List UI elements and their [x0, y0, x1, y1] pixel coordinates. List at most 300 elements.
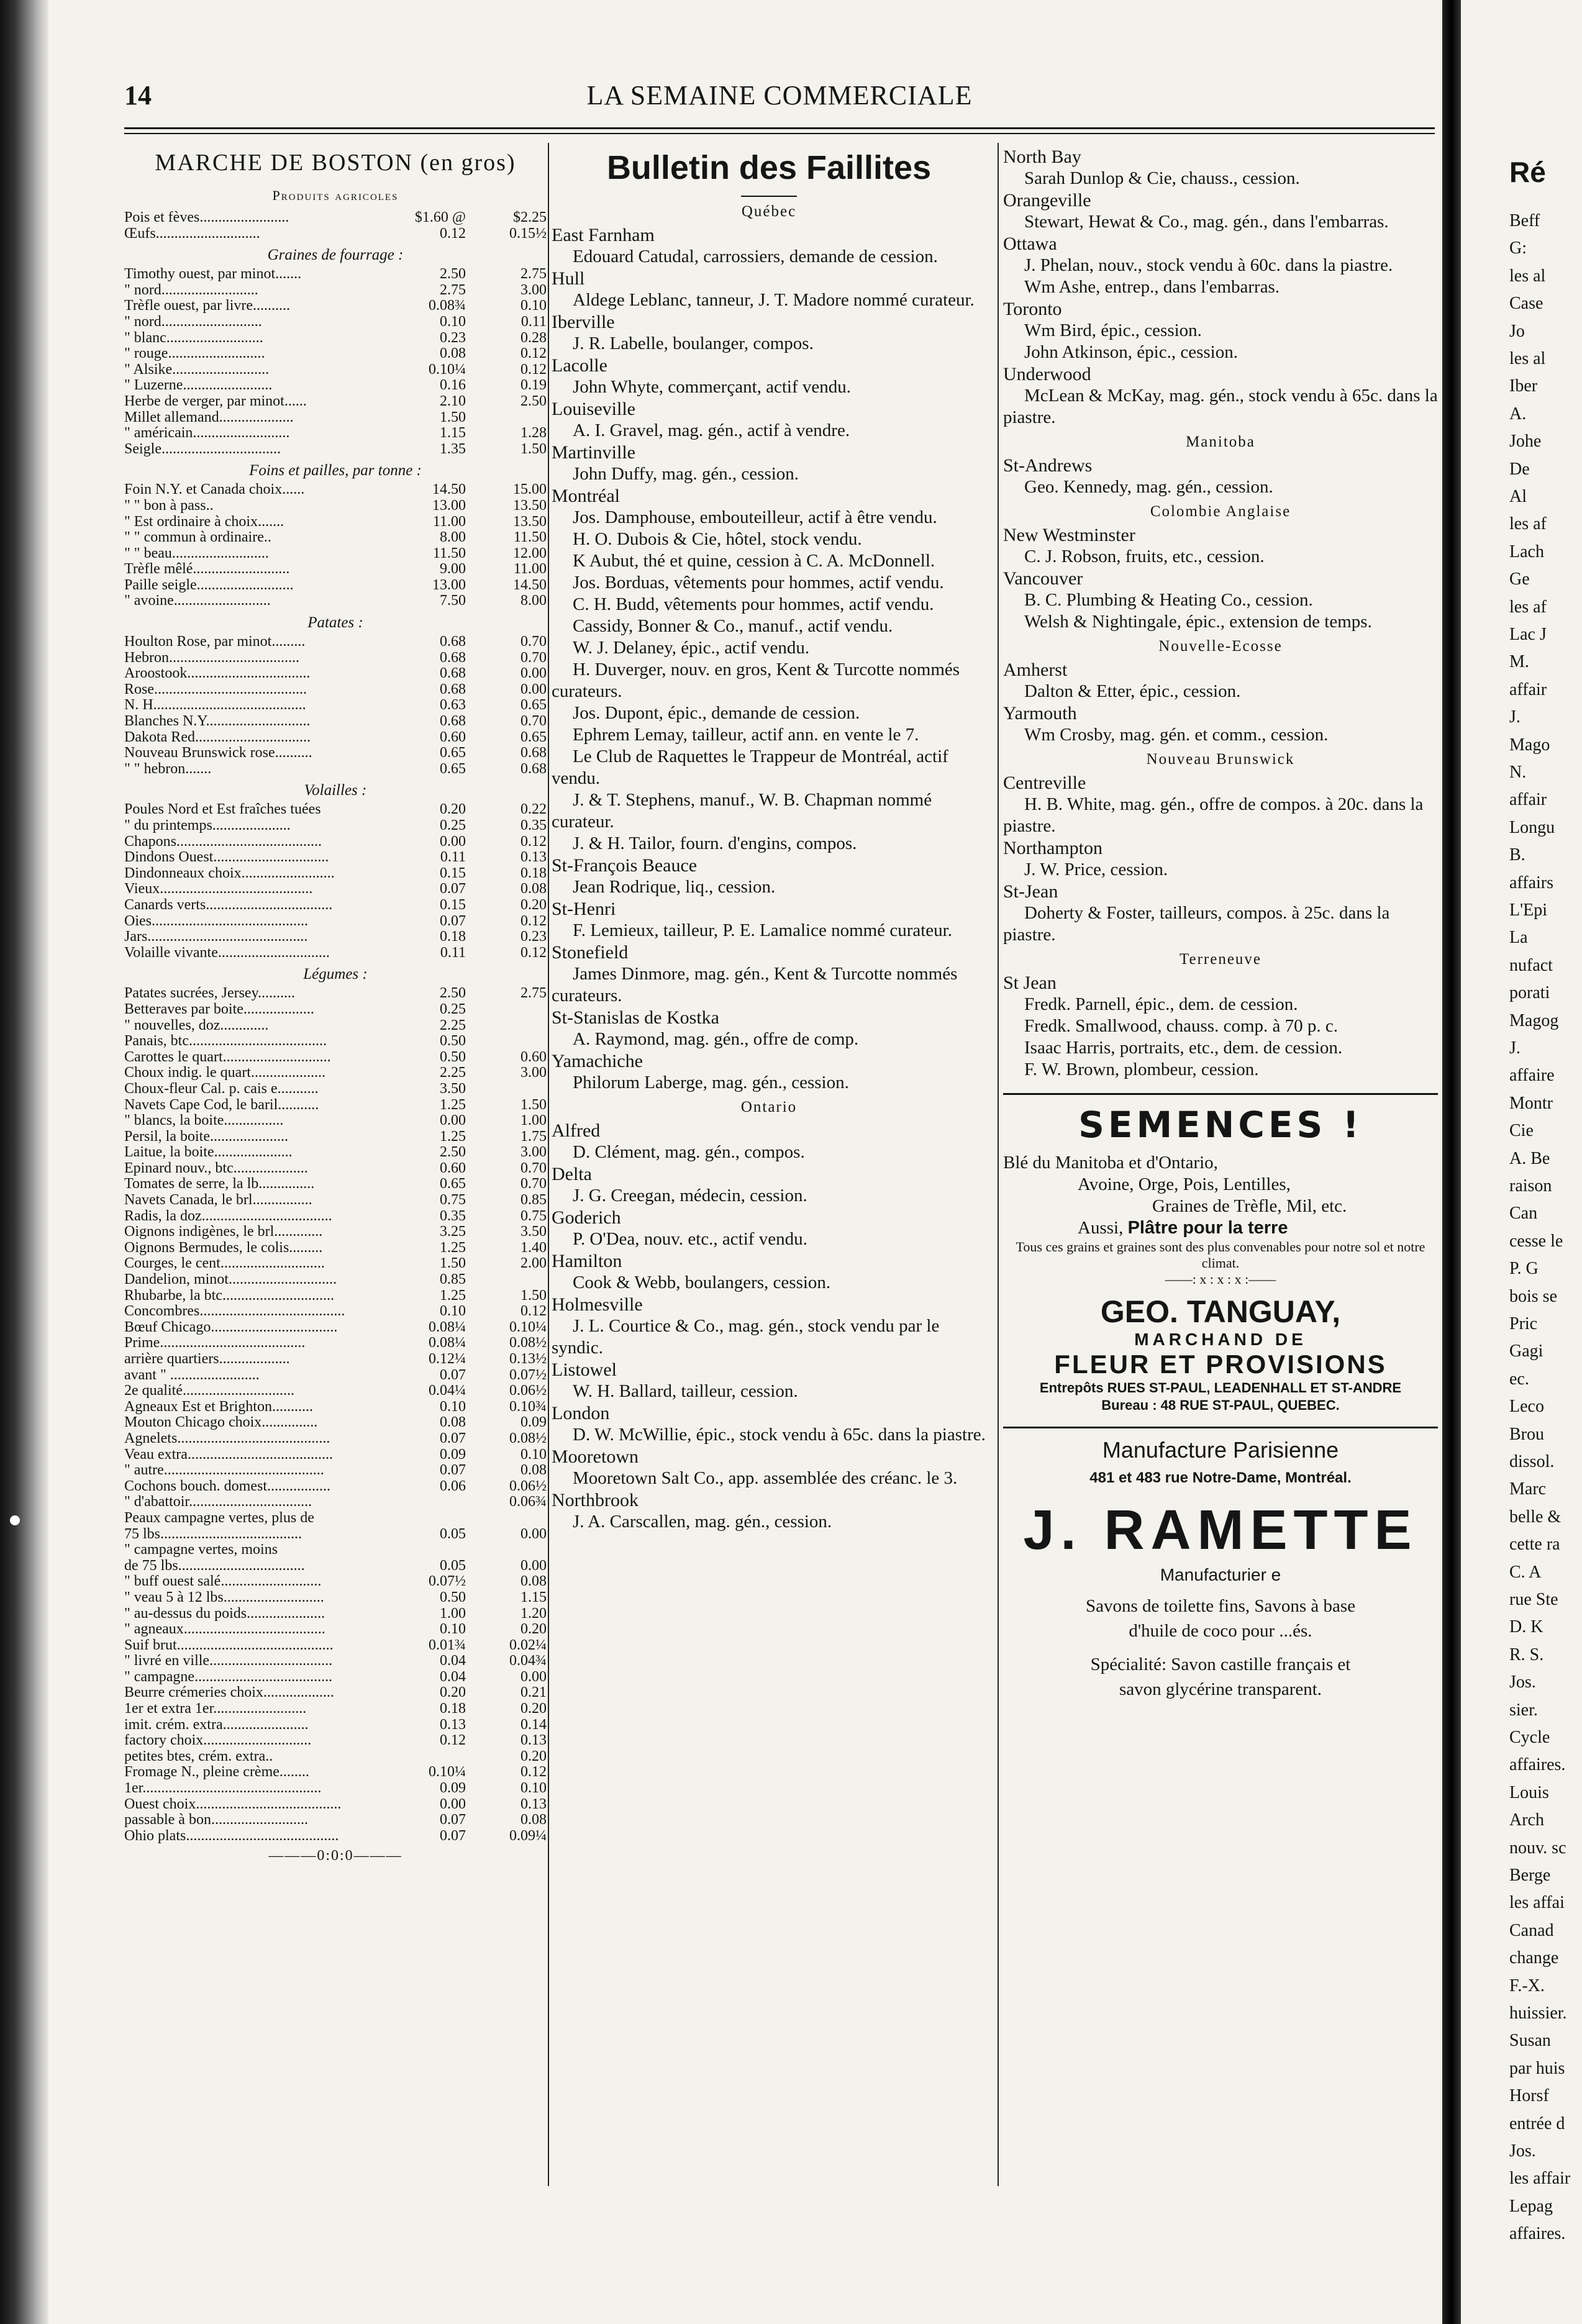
next-page-fragment: Beff — [1509, 211, 1540, 230]
low-price: 0.10 — [440, 1398, 466, 1415]
market-price-row — [124, 266, 547, 283]
market-section-heading: Volailles : — [304, 782, 367, 799]
low-price: 0.08¼ — [429, 1335, 466, 1351]
high-price — [466, 1272, 547, 1288]
market-price-row — [124, 1781, 547, 1797]
high-price: 0.08 — [521, 1573, 547, 1590]
failure-entry: F. W. Brown, plombeur, cession. — [1024, 1060, 1259, 1079]
low-price: 0.68 — [440, 665, 466, 682]
item-label: " buff ouest salé........................... — [124, 1574, 322, 1590]
market-price-row — [124, 1288, 547, 1304]
semences-advertisement — [1003, 1104, 1438, 1414]
failure-town: Louiseville — [552, 399, 635, 419]
low-price: 0.68 — [440, 633, 466, 650]
ad-ramette-line: d'huile de coco pour ...és. — [1129, 1621, 1312, 1641]
ad-aussi-bold: Plâtre pour la terre — [1127, 1218, 1288, 1238]
market-price-row — [124, 1272, 547, 1288]
high-price: $2.25 — [513, 209, 547, 225]
high-price: 8.00 — [521, 592, 547, 609]
next-page-fragment: huissier. — [1509, 2004, 1567, 2023]
market-price-row — [124, 1304, 547, 1320]
market-price-row — [124, 530, 547, 546]
market-price-row — [124, 1002, 547, 1018]
high-price: 12.00 — [513, 545, 547, 561]
item-label: Paille seigle.......................... — [124, 577, 294, 593]
ad-ramette-title: Manufacture Parisienne — [1102, 1437, 1339, 1463]
high-price: 0.09¼ — [509, 1827, 547, 1844]
low-price: 13.00 — [432, 576, 466, 593]
high-price: 0.00 — [521, 1557, 547, 1574]
item-label: " campagne vertes, moins — [124, 1542, 278, 1558]
ad-ramette-line: Spécialité: Savon castille français et — [1090, 1654, 1351, 1674]
bulletin-body-part1 — [552, 203, 986, 1533]
high-price — [466, 1081, 547, 1097]
failure-entry: J. W. Price, cession. — [1024, 860, 1168, 879]
item-label: Seigle................................ — [124, 441, 281, 457]
item-label: Choux-fleur Cal. p. cais e........... — [124, 1081, 319, 1097]
high-price: 0.00 — [521, 1525, 547, 1542]
failure-entry: Cook & Webb, boulangers, cession. — [573, 1273, 831, 1292]
province-heading: Nouveau Brunswick — [1146, 751, 1295, 768]
market-price-row — [124, 1812, 547, 1828]
high-price — [466, 1542, 547, 1558]
item-label: " campagne..................................... — [124, 1669, 333, 1685]
next-page-fragment: entrée d — [1509, 2113, 1565, 2133]
province-heading: Manitoba — [1186, 433, 1255, 450]
low-price: 0.01¾ — [429, 1636, 466, 1653]
failure-entry: Geo. Kennedy, mag. gén., cession. — [1024, 477, 1273, 497]
item-label: petites btes, crém. extra.. — [124, 1748, 273, 1764]
item-label: Cochons bouch. domest................. — [124, 1478, 330, 1494]
failure-entry: H. Duverger, nouv. en gros, Kent & Turcotte nommés curateurs. — [552, 660, 960, 701]
low-price: 0.85 — [440, 1271, 466, 1288]
failure-entry: Stewart, Hewat & Co., mag. gén., dans l'embarras. — [1024, 212, 1389, 232]
failure-entry: J. & H. Tailor, fourn. d'engins, compos. — [573, 833, 857, 853]
item-label: Tomates de serre, la lb............... — [124, 1176, 315, 1192]
high-price: 0.02¼ — [509, 1636, 547, 1653]
low-price: 0.08 — [440, 1414, 466, 1431]
high-price: 13.50 — [513, 513, 547, 530]
next-page-fragment: Mago — [1509, 735, 1550, 755]
failure-entry: Ephrem Lemay, tailleur, actif ann. en vente le 7. — [573, 725, 919, 745]
column-divider — [998, 143, 999, 2186]
item-label: Beurre crémeries choix................... — [124, 1685, 334, 1701]
item-label: Rose......................................... — [124, 681, 307, 697]
failure-entry: H. O. Dubois & Cie, hôtel, stock vendu. — [573, 529, 862, 549]
item-label: Jars........................................... — [124, 929, 308, 945]
failure-town: Toronto — [1003, 299, 1062, 319]
high-price: 3.00 — [521, 1144, 547, 1161]
next-page-fragment: affair — [1509, 790, 1547, 810]
market-price-row — [124, 1669, 547, 1686]
item-label: Panais, btc..................................... — [124, 1033, 327, 1050]
market-price-row — [124, 881, 547, 897]
item-label: " autre........................................... — [124, 1463, 324, 1479]
next-page-fragment: Marc — [1509, 1479, 1547, 1499]
province-heading: Terreneuve — [1179, 951, 1262, 968]
high-price: 1.50 — [521, 440, 547, 457]
item-label: Betteraves par boite................... — [124, 1001, 314, 1017]
next-page-fragment: Lepag — [1509, 2196, 1553, 2216]
item-label: Nouveau Brunswick rose.......... — [124, 745, 312, 761]
failure-town: East Farnham — [552, 225, 655, 245]
low-price: 0.25 — [440, 1001, 466, 1017]
next-page-fragment: A. — [1509, 404, 1527, 424]
failure-entry: Welsh & Nightingale, épic., extension de temps. — [1024, 612, 1372, 632]
high-price: 0.13½ — [509, 1351, 547, 1367]
next-page-fragment: bois se — [1509, 1286, 1557, 1306]
low-price: 0.00 — [440, 833, 466, 850]
failure-town: Holmesville — [552, 1294, 643, 1315]
page-header — [124, 75, 1435, 118]
market-price-row — [124, 578, 547, 594]
high-price: 0.10¼ — [509, 1319, 547, 1335]
failure-town: Northbrook — [552, 1490, 639, 1510]
next-page-fragment: Ge — [1509, 570, 1530, 589]
next-page-fragment: Johe — [1509, 432, 1542, 452]
market-price-row — [124, 866, 547, 882]
low-price: 0.50 — [440, 1033, 466, 1050]
item-label: Hebron................................... — [124, 650, 299, 666]
next-page-fragment: Magog — [1509, 1010, 1559, 1030]
item-label: Agneaux Est et Brighton........... — [124, 1399, 313, 1415]
item-label: Navets Cape Cod, le baril........... — [124, 1097, 319, 1113]
next-page-fragment: les al — [1509, 349, 1546, 368]
market-price-row — [124, 1527, 547, 1543]
item-label: Oignons Bermudes, le colis......... — [124, 1240, 323, 1256]
high-price: 0.08 — [521, 1812, 547, 1828]
high-price: 0.04¾ — [509, 1653, 547, 1669]
low-price: 0.07 — [440, 1827, 466, 1844]
item-label: " Alsike.......................... — [124, 361, 270, 378]
failure-entry: Fredk. Smallwood, chauss. comp. à 70 p. c. — [1024, 1016, 1339, 1036]
next-page-fragment: sier. — [1509, 1700, 1538, 1720]
low-price: 0.07 — [440, 912, 466, 929]
item-label: Volaille vivante.............................. — [124, 945, 330, 961]
failure-town: Martinville — [552, 442, 635, 463]
item-label: " du printemps..................... — [124, 818, 291, 833]
high-price: 0.12 — [521, 361, 547, 378]
high-price: 0.00 — [521, 681, 547, 697]
high-price: 11.50 — [513, 529, 547, 546]
next-page-fragment: affaires. — [1509, 2224, 1566, 2244]
item-label: Prime....................................... — [124, 1335, 306, 1351]
low-price: 0.12 — [440, 225, 466, 242]
page-gutter-shadow — [1442, 0, 1461, 2324]
item-label: Epinard nouv., btc.................... — [124, 1160, 308, 1176]
item-label: " blancs, la boite................ — [124, 1113, 284, 1129]
failure-town: St-Jean — [1003, 881, 1058, 902]
column-divider — [548, 143, 549, 2186]
low-price: 2.25 — [440, 1064, 466, 1081]
low-price: 1.50 — [440, 1255, 466, 1272]
high-price: 0.20 — [521, 1748, 547, 1764]
market-section-heading: Légumes : — [303, 966, 368, 983]
failure-entry: James Dinmore, mag. gén., Kent & Turcotte nommés curateurs. — [552, 964, 958, 1005]
high-price — [466, 1018, 547, 1034]
ad-ramette-role: Manufacturier e — [1160, 1565, 1281, 1584]
high-price: 0.23 — [521, 928, 547, 945]
low-price: 0.10¼ — [429, 1764, 466, 1781]
low-price: 1.25 — [440, 1239, 466, 1256]
low-price: 0.08¾ — [429, 297, 466, 314]
low-price: 9.00 — [440, 561, 466, 578]
item-label: Vieux......................................... — [124, 881, 313, 897]
item-label: " livré en ville................................. — [124, 1653, 333, 1669]
market-price-row — [124, 761, 547, 778]
low-price: 0.10 — [440, 1621, 466, 1638]
market-price-row — [124, 425, 547, 442]
high-price: 1.20 — [521, 1605, 547, 1622]
high-price: 0.68 — [521, 760, 547, 777]
failure-town: Listowel — [552, 1359, 617, 1380]
market-price-row — [124, 1797, 547, 1813]
book-binding-shadow — [0, 0, 48, 2324]
ad-line: Graines de Trèfle, Mil, etc. — [1152, 1196, 1347, 1216]
low-price: 0.04 — [440, 1653, 466, 1669]
next-page-fragment: belle & — [1509, 1507, 1562, 1527]
failure-town: Amherst — [1003, 660, 1068, 680]
high-price: 0.06¾ — [509, 1494, 547, 1510]
failure-entry: Sarah Dunlop & Cie, chauss., cession. — [1024, 168, 1300, 188]
item-label: Agnelets......................................... — [124, 1430, 330, 1446]
failure-town: Montréal — [552, 486, 620, 506]
low-price: 0.63 — [440, 697, 466, 714]
failure-town: Underwood — [1003, 364, 1091, 384]
market-price-row — [124, 818, 547, 834]
high-price: 1.50 — [521, 1096, 547, 1113]
item-label: Trèfle mêlé.......................... — [124, 561, 290, 578]
ad-separator-text: ——: x : x : x :—— — [1165, 1271, 1276, 1287]
item-label: Concombres....................................... — [124, 1304, 345, 1320]
item-label: Mouton Chicago choix............... — [124, 1415, 318, 1431]
bulletin-title: Bulletin des Faillites — [606, 149, 932, 186]
failure-entry: J. G. Creegan, médecin, cession. — [573, 1186, 807, 1205]
high-price: 0.09 — [521, 1414, 547, 1431]
low-price: 0.04¼ — [429, 1382, 466, 1399]
high-price: 0.70 — [521, 633, 547, 650]
low-price: 1.15 — [440, 425, 466, 442]
market-price-row — [124, 1351, 547, 1368]
low-price — [399, 1749, 466, 1765]
high-price: 0.08½ — [509, 1430, 547, 1446]
ad-semences-title: SEMENCES ! — [1078, 1104, 1363, 1146]
high-price: 13.50 — [513, 497, 547, 514]
next-page-fragment: nouv. sc — [1509, 1838, 1566, 1858]
failure-entry: McLean & McKay, mag. gén., stock vendu à 65c. dans la piastre. — [1003, 386, 1438, 427]
market-price-row — [124, 1717, 547, 1733]
low-price: 0.12¼ — [429, 1351, 466, 1367]
low-price: 13.00 — [432, 497, 466, 514]
failure-town: Delta — [552, 1164, 592, 1184]
failure-town: St-Andrews — [1003, 455, 1093, 476]
failure-entry: J. & T. Stephens, manuf., W. B. Chapman nommé curateur. — [552, 790, 932, 832]
item-label: Timothy ouest, par minot....... — [124, 266, 302, 283]
next-page-fragment: Case — [1509, 294, 1543, 314]
low-price: 1.50 — [440, 409, 466, 425]
market-price-row — [124, 346, 547, 362]
item-label: Dandelion, minot............................. — [124, 1272, 337, 1288]
failure-entry: D. W. McWillie, épic., stock vendu à 65c. dans la piastre. — [573, 1425, 986, 1445]
market-price-row — [124, 1510, 547, 1527]
low-price: 0.07 — [440, 1366, 466, 1383]
market-price-row — [124, 378, 547, 394]
failure-entry: Jos. Damphouse, embouteilleur, actif à être vendu. — [573, 507, 937, 527]
next-page-fragment: Cycle — [1509, 1728, 1550, 1747]
high-price: 0.15½ — [509, 225, 547, 242]
item-label: Herbe de verger, par minot...... — [124, 393, 307, 409]
next-page-fragment: N. — [1509, 763, 1527, 782]
item-label: Choux indig. le quart.................... — [124, 1065, 325, 1081]
high-price: 0.70 — [521, 1160, 547, 1176]
high-price: 0.70 — [521, 649, 547, 666]
market-price-row — [124, 1653, 547, 1669]
market-price-list — [124, 188, 547, 1844]
failure-town: Northampton — [1003, 838, 1102, 858]
low-price: 0.18 — [440, 928, 466, 945]
failure-entry: C. J. Robson, fruits, etc., cession. — [1024, 547, 1265, 566]
market-price-row — [124, 226, 547, 242]
item-label: Poules Nord et Est fraîches tuées — [124, 802, 321, 818]
low-price: 0.65 — [440, 1176, 466, 1192]
low-price: 0.60 — [440, 1160, 466, 1176]
next-page-fragment: Iber — [1509, 376, 1538, 396]
low-price: 2.10 — [440, 393, 466, 409]
item-label: Courges, le cent............................ — [124, 1256, 325, 1272]
low-price: 0.05 — [440, 1557, 466, 1574]
failure-town: Goderich — [552, 1207, 621, 1228]
market-price-row — [124, 283, 547, 299]
low-price: 0.75 — [440, 1192, 466, 1209]
low-price: 0.10 — [440, 1303, 466, 1320]
market-price-row — [124, 834, 547, 850]
high-price: 0.65 — [521, 729, 547, 745]
high-price: 0.21 — [521, 1684, 547, 1701]
failure-town: Yamachiche — [552, 1051, 643, 1071]
next-page-fragment: par huis — [1509, 2058, 1565, 2078]
high-price: 0.85 — [521, 1192, 547, 1209]
low-price: 3.25 — [440, 1223, 466, 1240]
high-price: 1.40 — [521, 1239, 547, 1256]
failure-town: Ottawa — [1003, 234, 1057, 254]
low-price: 0.05 — [440, 1525, 466, 1542]
market-price-row — [124, 1463, 547, 1479]
market-price-row — [124, 593, 547, 609]
item-label: Ohio plats......................................... — [124, 1828, 339, 1844]
failure-town: Vancouver — [1003, 568, 1083, 589]
market-price-row — [124, 1145, 547, 1161]
low-price: 0.07 — [440, 1812, 466, 1828]
market-price-row — [124, 1097, 547, 1114]
boston-market-column — [124, 146, 547, 1864]
failure-town: Alfred — [552, 1120, 601, 1141]
item-label: " veau 5 à 12 lbs........................... — [124, 1589, 324, 1605]
market-price-row — [124, 1638, 547, 1654]
high-price: 2.00 — [521, 1255, 547, 1272]
low-price: 0.07 — [440, 1462, 466, 1479]
item-label: Fromage N., pleine crème........ — [124, 1764, 309, 1781]
high-price — [466, 1002, 547, 1018]
ad-separator — [1003, 1427, 1438, 1428]
high-price — [466, 1510, 547, 1527]
market-price-row — [124, 498, 547, 514]
item-label: Dindons Ouest............................... — [124, 850, 329, 866]
high-price: 0.12 — [521, 912, 547, 929]
failure-entry: Jos. Borduas, vêtements pour hommes, actif vendu. — [573, 573, 944, 592]
failure-entry: K Aubut, thé et quine, cession à C. A. McDonnell. — [573, 551, 935, 571]
market-price-row — [124, 1606, 547, 1622]
failure-entry: Fredk. Parnell, épic., dem. de cession. — [1024, 994, 1298, 1014]
high-price: 0.19 — [521, 377, 547, 394]
ad-separator — [1003, 1093, 1438, 1095]
market-price-row — [124, 1368, 547, 1384]
low-price: 0.50 — [440, 1048, 466, 1065]
failure-entry: John Whyte, commerçant, actif vendu. — [573, 377, 852, 397]
market-price-row — [124, 1018, 547, 1034]
item-label: Oignons indigènes, le brl............. — [124, 1224, 323, 1240]
item-label: " " commun à ordinaire.. — [124, 530, 271, 546]
market-price-row — [124, 1335, 547, 1351]
high-price: 0.13 — [521, 1795, 547, 1812]
high-price: 0.08½ — [509, 1335, 547, 1351]
next-page-fragment: les af — [1509, 514, 1547, 534]
item-label: " rouge.......................... — [124, 346, 265, 362]
item-label: Oies.......................................... — [124, 913, 308, 929]
next-page-fragment: Leco — [1509, 1397, 1544, 1417]
next-page-fragment: Al — [1509, 487, 1527, 506]
failure-town: North Bay — [1003, 147, 1081, 167]
low-price: 0.07½ — [429, 1573, 466, 1590]
market-price-row — [124, 1161, 547, 1177]
failure-entry: Doherty & Foster, tailleurs, compos. à 25c. dans la piastre. — [1003, 903, 1390, 945]
market-price-row — [124, 1399, 547, 1415]
low-price: 0.20 — [440, 801, 466, 818]
market-section-heading: Foins et pailles, par tonne : — [249, 462, 422, 479]
high-price: 0.10 — [521, 297, 547, 314]
high-price: 3.00 — [521, 1064, 547, 1081]
page-number: 14 — [124, 80, 152, 111]
low-price: 0.25 — [440, 817, 466, 833]
market-price-row — [124, 1828, 547, 1845]
next-page-fragment: Brou — [1509, 1424, 1544, 1444]
high-price: 0.65 — [521, 697, 547, 714]
market-price-row — [124, 1129, 547, 1145]
failure-town: Stonefield — [552, 942, 629, 963]
ad-ramette-line: savon glycérine transparent. — [1119, 1679, 1322, 1699]
item-label: Canards verts.................................. — [124, 897, 333, 913]
next-page-fragment: affair — [1509, 679, 1547, 699]
failure-entry: C. H. Budd, vêtements pour hommes, actif vendu. — [573, 594, 934, 614]
item-label: Dakota Red............................... — [124, 729, 311, 745]
ad-trade: MARCHAND DE — [1134, 1330, 1307, 1349]
item-label: 1er et extra 1er......................... — [124, 1701, 307, 1717]
high-price: 0.00 — [521, 1668, 547, 1685]
next-page-fragment: affairs — [1509, 873, 1553, 892]
next-page-fragment: L'Epi — [1509, 901, 1548, 920]
market-price-row — [124, 410, 547, 426]
item-label: " nouvelles, doz............. — [124, 1017, 269, 1033]
market-price-row — [124, 1176, 547, 1192]
failure-town: St-François Beauce — [552, 855, 698, 876]
failure-town: St-Stanislas de Kostka — [552, 1007, 719, 1028]
market-price-row — [124, 1240, 547, 1256]
item-label: Bœuf Chicago.................................. — [124, 1319, 338, 1335]
item-label: Navets Canada, le brl................ — [124, 1192, 312, 1209]
market-price-row — [124, 1574, 547, 1590]
next-page-fragment: cette ra — [1509, 1535, 1560, 1555]
failure-entry: Aldege Leblanc, tanneur, J. T. Madore nommé curateur. — [573, 290, 975, 310]
high-price: 1.28 — [521, 425, 547, 442]
